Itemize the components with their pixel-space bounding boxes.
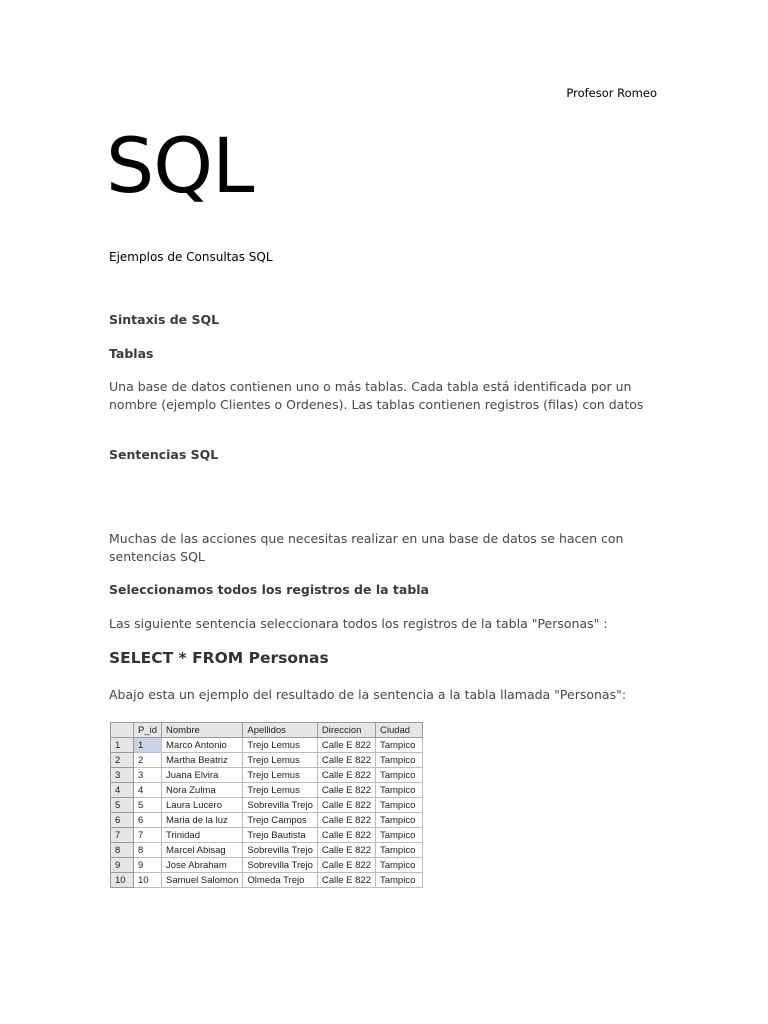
- table-row[interactable]: [111, 813, 423, 828]
- table-cell[interactable]: Trejo Lemus: [243, 753, 317, 768]
- table-cell[interactable]: Maria de la luz: [162, 813, 243, 828]
- table-cell[interactable]: Calle E 822: [317, 828, 375, 843]
- table-cell[interactable]: Trejo Campos: [243, 813, 317, 828]
- table-cell[interactable]: Tampico: [375, 783, 422, 798]
- table-cell[interactable]: Trejo Lemus: [243, 783, 317, 798]
- grid-header-row: [111, 723, 423, 738]
- row-header[interactable]: 4: [111, 783, 134, 798]
- table-cell[interactable]: Laura Lucero: [162, 798, 243, 813]
- row-header[interactable]: 6: [111, 813, 134, 828]
- table-cell[interactable]: Tampico: [375, 768, 422, 783]
- table-cell[interactable]: Calle E 822: [317, 873, 375, 888]
- column-header[interactable]: Ciudad: [375, 723, 422, 738]
- table-row[interactable]: [111, 873, 423, 888]
- table-cell[interactable]: Tampico: [375, 798, 422, 813]
- table-cell[interactable]: 4: [134, 783, 162, 798]
- table-cell[interactable]: Calle E 822: [317, 768, 375, 783]
- row-header[interactable]: 1: [111, 738, 134, 753]
- column-header[interactable]: Direccion: [317, 723, 375, 738]
- table-row[interactable]: [111, 753, 423, 768]
- row-header[interactable]: 3: [111, 768, 134, 783]
- row-header[interactable]: 7: [111, 828, 134, 843]
- table-cell[interactable]: Olmeda Trejo: [243, 873, 317, 888]
- column-header[interactable]: P_id: [134, 723, 162, 738]
- table-cell[interactable]: Calle E 822: [317, 798, 375, 813]
- table-cell[interactable]: Martha Beatriz: [162, 753, 243, 768]
- table-cell[interactable]: Samuel Salomon: [162, 873, 243, 888]
- table-cell[interactable]: 10: [134, 873, 162, 888]
- table-cell[interactable]: 3: [134, 768, 162, 783]
- table-cell[interactable]: Trejo Lemus: [243, 768, 317, 783]
- table-cell[interactable]: 7: [134, 828, 162, 843]
- table-cell[interactable]: Sobrevilla Trejo: [243, 798, 317, 813]
- paragraph-sentencias: Muchas de las acciones que necesitas realizar en una base de datos se hacen con sentencias SQL: [109, 531, 624, 564]
- table-cell[interactable]: Tampico: [375, 813, 422, 828]
- row-header[interactable]: 9: [111, 858, 134, 873]
- table-cell[interactable]: Juana Elvira: [162, 768, 243, 783]
- table-cell[interactable]: Sobrevilla Trejo: [243, 843, 317, 858]
- paragraph-seleccion: Las siguiente sentencia seleccionara todos los registros de la tabla "Personas" :: [109, 616, 608, 631]
- page-subtitle: Ejemplos de Consultas SQL: [109, 250, 273, 264]
- heading-seleccion: Seleccionamos todos los registros de la tabla: [109, 582, 429, 597]
- heading-tablas: Tablas: [109, 346, 154, 361]
- table-cell[interactable]: Marco Antonio: [162, 738, 243, 753]
- table-cell[interactable]: 5: [134, 798, 162, 813]
- column-header[interactable]: Nombre: [162, 723, 243, 738]
- table-cell[interactable]: Tampico: [375, 858, 422, 873]
- table-cell[interactable]: Trejo Lemus: [243, 738, 317, 753]
- results-grid: [110, 722, 423, 888]
- page-title: SQL: [106, 121, 254, 210]
- table-cell[interactable]: Tampico: [375, 738, 422, 753]
- table-cell[interactable]: Calle E 822: [317, 813, 375, 828]
- row-header[interactable]: 5: [111, 798, 134, 813]
- table-row[interactable]: [111, 798, 423, 813]
- table-cell[interactable]: Tampico: [375, 843, 422, 858]
- paragraph-tablas: Una base de datos contienen uno o más tablas. Cada tabla está identificada por un nombre (ejemplo Clientes o Ordenes). Las tablas contienen registros (filas) con datos: [109, 379, 644, 412]
- table-row[interactable]: [111, 843, 423, 858]
- table-row[interactable]: [111, 828, 423, 843]
- grid-corner: [111, 723, 134, 738]
- table-cell[interactable]: Calle E 822: [317, 753, 375, 768]
- column-header[interactable]: Apellidos: [243, 723, 317, 738]
- table-cell[interactable]: Jose Abraham: [162, 858, 243, 873]
- table-cell[interactable]: Trejo Bautista: [243, 828, 317, 843]
- table-cell[interactable]: Calle E 822: [317, 738, 375, 753]
- row-header[interactable]: 10: [111, 873, 134, 888]
- heading-sentencias: Sentencias SQL: [109, 447, 219, 462]
- table-cell[interactable]: Calle E 822: [317, 858, 375, 873]
- table-cell[interactable]: Marcel Abisag: [162, 843, 243, 858]
- table-cell[interactable]: Tampico: [375, 828, 422, 843]
- row-header[interactable]: 2: [111, 753, 134, 768]
- table-cell[interactable]: Calle E 822: [317, 783, 375, 798]
- table-cell[interactable]: Nora Zulma: [162, 783, 243, 798]
- table-row[interactable]: [111, 858, 423, 873]
- table-row[interactable]: [111, 768, 423, 783]
- author-name: Profesor Romeo: [566, 86, 657, 100]
- table-cell[interactable]: Calle E 822: [317, 843, 375, 858]
- table-cell[interactable]: Tampico: [375, 753, 422, 768]
- table-row[interactable]: [111, 738, 423, 753]
- table-cell[interactable]: Trinidad: [162, 828, 243, 843]
- heading-sintaxis: Sintaxis de SQL: [109, 312, 220, 327]
- row-header[interactable]: 8: [111, 843, 134, 858]
- table-cell[interactable]: 9: [134, 858, 162, 873]
- table-cell[interactable]: 6: [134, 813, 162, 828]
- table-cell[interactable]: 1: [134, 738, 162, 753]
- table-cell[interactable]: Tampico: [375, 873, 422, 888]
- paragraph-resultado: Abajo esta un ejemplo del resultado de la sentencia a la tabla llamada "Personas":: [109, 687, 627, 702]
- table-cell[interactable]: 2: [134, 753, 162, 768]
- table-row[interactable]: [111, 783, 423, 798]
- table-cell[interactable]: Sobrevilla Trejo: [243, 858, 317, 873]
- sql-query: SELECT * FROM Personas: [109, 649, 329, 667]
- table-cell[interactable]: 8: [134, 843, 162, 858]
